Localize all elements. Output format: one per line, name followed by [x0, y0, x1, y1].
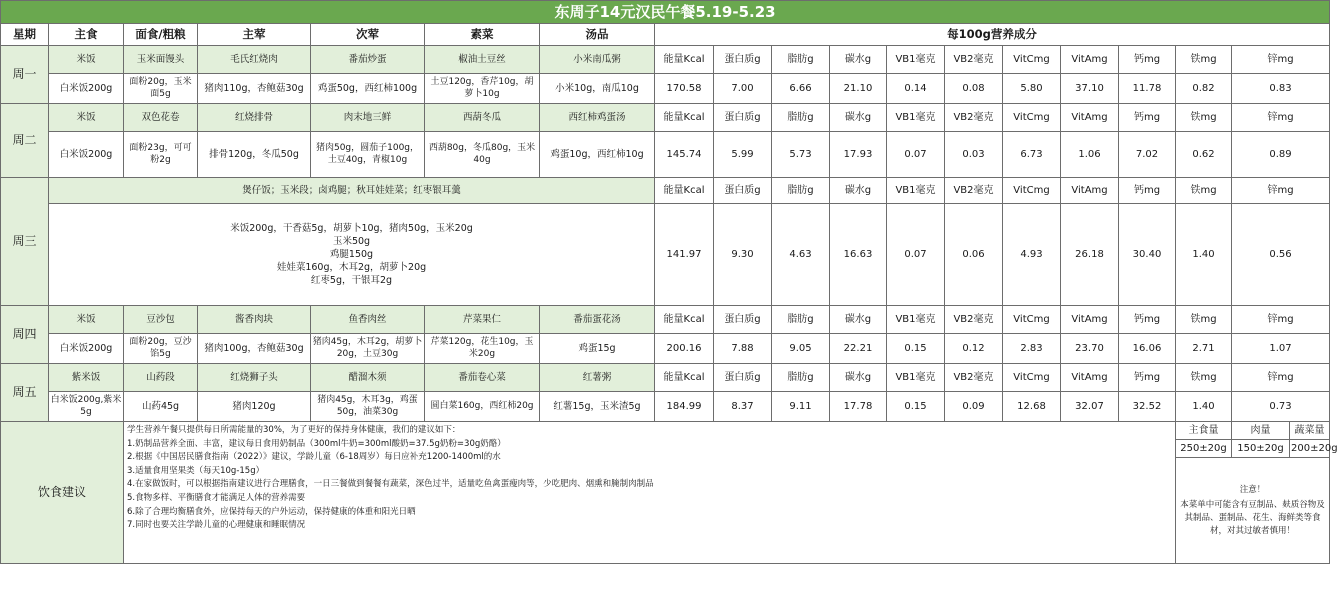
- ingredient-cell: 山药45g: [124, 392, 198, 422]
- portion-value: 250±20g: [1176, 440, 1232, 458]
- ingredient-cell: 白米饭200g: [49, 74, 124, 104]
- nutrient-label: 碳水g: [830, 178, 887, 204]
- nutrient-value: 9.05: [772, 334, 830, 364]
- ingredient-cell: 芹菜120g，花生10g，玉米20g: [425, 334, 540, 364]
- nutrient-value: 0.12: [945, 334, 1003, 364]
- nutrient-value: 23.70: [1061, 334, 1119, 364]
- dish-name: 椒油土豆丝: [425, 46, 540, 74]
- dish-name: 毛氏红烧肉: [198, 46, 311, 74]
- nutrient-value: 1.40: [1176, 204, 1232, 306]
- nutrient-label: VB2毫克: [945, 178, 1003, 204]
- dish-name: 番茄炒蛋: [311, 46, 425, 74]
- ingredient-cell: 西葫80g，冬瓜80g，玉米40g: [425, 132, 540, 178]
- nutrient-value: 0.89: [1232, 132, 1330, 178]
- nutrient-value: 0.83: [1232, 74, 1330, 104]
- header-staple: 主食: [49, 24, 124, 46]
- nutrient-value: 0.03: [945, 132, 1003, 178]
- nutrient-label: VitAmg: [1061, 104, 1119, 132]
- nutrient-value: 7.02: [1119, 132, 1176, 178]
- nutrient-label: VitAmg: [1061, 364, 1119, 392]
- nutrient-label: VB1毫克: [887, 104, 945, 132]
- portion-value: 200±20g: [1290, 440, 1330, 458]
- nutrient-label: 脂肪g: [772, 306, 830, 334]
- ingredient-cell: 白米饭200g,紫米5g: [49, 392, 124, 422]
- dish-name: 番茄卷心菜: [425, 364, 540, 392]
- day-label-fri: 周五: [1, 364, 49, 422]
- dish-name: 番茄蛋花汤: [540, 306, 655, 334]
- nutrient-value: 12.68: [1003, 392, 1061, 422]
- nutrient-label: 蛋白质g: [714, 104, 772, 132]
- nutrient-label: 脂肪g: [772, 178, 830, 204]
- day-label-tue: 周二: [1, 104, 49, 178]
- ingredient-cell: 猪肉45g，木耳3g，鸡蛋50g，油菜30g: [311, 392, 425, 422]
- nutrient-label: 脂肪g: [772, 104, 830, 132]
- ingredient-cell: 土豆120g，香芹10g，胡萝卜10g: [425, 74, 540, 104]
- header-second-dish: 次荤: [311, 24, 425, 46]
- advice-label: 饮食建议: [1, 422, 124, 564]
- nutrient-label: 锌mg: [1232, 104, 1330, 132]
- ingredient-cell: 面粉20g，豆沙馅5g: [124, 334, 198, 364]
- ingredient-line: 玉米50g: [332, 236, 371, 247]
- dish-name: 红烧排骨: [198, 104, 311, 132]
- nutrient-value: 0.15: [887, 334, 945, 364]
- nutrient-label: 碳水g: [830, 46, 887, 74]
- nutrient-label: 能量Kcal: [655, 104, 714, 132]
- nutrient-label: VitCmg: [1003, 46, 1061, 74]
- day-label-wed: 周三: [1, 178, 49, 306]
- nutrient-value: 16.63: [830, 204, 887, 306]
- nutrient-label: 锌mg: [1232, 46, 1330, 74]
- dish-name: 西红柿鸡蛋汤: [540, 104, 655, 132]
- ingredient-cell: 小米10g，南瓜10g: [540, 74, 655, 104]
- nutrient-label: VB2毫克: [945, 46, 1003, 74]
- nutrient-label: VB1毫克: [887, 178, 945, 204]
- nutrient-label: VitCmg: [1003, 178, 1061, 204]
- advice-line: 6.除了合理均衡膳食外，应保持每天的户外运动，保持健康的体重和阳光日晒: [127, 506, 416, 517]
- nutrient-value: 6.73: [1003, 132, 1061, 178]
- nutrient-value: 7.88: [714, 334, 772, 364]
- set-meal-title: 煲仔饭；玉米段；卤鸡腿；秋耳娃娃菜；红枣银耳羹: [49, 178, 655, 204]
- ingredient-cell: 鸡蛋50g，西红柿100g: [311, 74, 425, 104]
- header-pastry: 面食/粗粮: [124, 24, 198, 46]
- header-soup: 汤品: [540, 24, 655, 46]
- advice-line: 4.在家做饭时，可以根据指南建议进行合理膳食，一日三餐做到餐餐有蔬菜，深色过半，适量吃鱼禽蛋瘦肉等，少吃肥肉、烟熏和腌制肉制品: [127, 479, 654, 490]
- dish-name: 醋溜木须: [311, 364, 425, 392]
- ingredient-cell: 白米饭200g: [49, 334, 124, 364]
- nutrient-value: 0.56: [1232, 204, 1330, 306]
- nutrient-value: 26.18: [1061, 204, 1119, 306]
- nutrient-value: 1.07: [1232, 334, 1330, 364]
- advice-line: 7.同时也要关注学龄儿童的心理健康和睡眠情况: [127, 520, 306, 531]
- header-nutrition: 每100g营养成分: [655, 24, 1330, 46]
- nutrient-value: 22.21: [830, 334, 887, 364]
- nutrient-value: 30.40: [1119, 204, 1176, 306]
- portion-value: 150±20g: [1232, 440, 1290, 458]
- nutrient-label: VitCmg: [1003, 364, 1061, 392]
- nutrient-label: VB1毫克: [887, 46, 945, 74]
- nutrient-value: 0.15: [887, 392, 945, 422]
- nutrient-label: VitCmg: [1003, 104, 1061, 132]
- nutrient-label: 蛋白质g: [714, 364, 772, 392]
- ingredient-line: 红枣5g，干银耳2g: [310, 275, 393, 286]
- dish-name: 紫米饭: [49, 364, 124, 392]
- nutrient-label: 碳水g: [830, 306, 887, 334]
- nutrient-label: 钙mg: [1119, 364, 1176, 392]
- notice-title: 注意！: [1239, 484, 1266, 495]
- nutrient-value: 0.08: [945, 74, 1003, 104]
- day-label-thu: 周四: [1, 306, 49, 364]
- portion-label: 肉量: [1232, 422, 1290, 440]
- nutrient-value: 0.07: [887, 204, 945, 306]
- ingredient-cell: 猪肉45g，木耳2g，胡萝卜20g，土豆30g: [311, 334, 425, 364]
- nutrient-value: 0.07: [887, 132, 945, 178]
- nutrient-value: 9.30: [714, 204, 772, 306]
- nutrient-value: 2.71: [1176, 334, 1232, 364]
- nutrient-label: VitAmg: [1061, 178, 1119, 204]
- ingredient-cell: 猪肉110g，杏鲍菇30g: [198, 74, 311, 104]
- dish-name: 芹菜果仁: [425, 306, 540, 334]
- nutrient-label: VB2毫克: [945, 104, 1003, 132]
- ingredient-line: 鸡腿150g: [329, 249, 374, 260]
- nutrient-label: 钙mg: [1119, 104, 1176, 132]
- ingredient-line: 米饭200g，干香菇5g，胡萝卜10g，猪肉50g，玉米20g: [230, 223, 473, 234]
- menu-title: 东周子14元汉民午餐5.19-5.23: [1, 1, 1330, 24]
- nutrient-value: 141.97: [655, 204, 714, 306]
- nutrient-value: 32.07: [1061, 392, 1119, 422]
- dish-name: 米饭: [49, 104, 124, 132]
- dish-name: 双色花卷: [124, 104, 198, 132]
- nutrient-label: 脂肪g: [772, 46, 830, 74]
- nutrient-label: 能量Kcal: [655, 364, 714, 392]
- ingredient-cell: 猪肉50g，圆茄子100g，土豆40g，青椒10g: [311, 132, 425, 178]
- nutrient-value: 200.16: [655, 334, 714, 364]
- dish-name: 山药段: [124, 364, 198, 392]
- advice-text: [124, 422, 1176, 564]
- nutrient-label: VitAmg: [1061, 306, 1119, 334]
- nutrient-label: 能量Kcal: [655, 46, 714, 74]
- advice-line: 学生营养午餐只提供每日所需能量的30%，为了更好的保持身体健康，我们的建议如下：: [127, 425, 461, 435]
- header-veg-dish: 素菜: [425, 24, 540, 46]
- advice-line: 3.适量食用坚果类（每天10g-15g）: [127, 465, 265, 476]
- nutrient-label: 蛋白质g: [714, 178, 772, 204]
- nutrient-label: 碳水g: [830, 104, 887, 132]
- nutrient-label: 锌mg: [1232, 364, 1330, 392]
- nutrient-value: 0.09: [945, 392, 1003, 422]
- dish-name: 红薯粥: [540, 364, 655, 392]
- nutrient-value: 170.58: [655, 74, 714, 104]
- nutrient-label: 钙mg: [1119, 178, 1176, 204]
- dish-name: 酱香肉块: [198, 306, 311, 334]
- nutrient-label: VitAmg: [1061, 46, 1119, 74]
- dish-name: 豆沙包: [124, 306, 198, 334]
- dish-name: 肉末地三鲜: [311, 104, 425, 132]
- nutrient-value: 17.78: [830, 392, 887, 422]
- nutrient-label: VitCmg: [1003, 306, 1061, 334]
- dish-name: 米饭: [49, 46, 124, 74]
- nutrient-label: 能量Kcal: [655, 306, 714, 334]
- nutrient-label: VB2毫克: [945, 364, 1003, 392]
- nutrient-label: VB1毫克: [887, 306, 945, 334]
- nutrient-label: 能量Kcal: [655, 178, 714, 204]
- ingredient-cell: 鸡蛋10g，西红柿10g: [540, 132, 655, 178]
- nutrient-label: 铁mg: [1176, 46, 1232, 74]
- ingredient-cell: 猪肉100g，杏鲍菇30g: [198, 334, 311, 364]
- nutrient-label: 碳水g: [830, 364, 887, 392]
- ingredient-cell: 红薯15g，玉米渣5g: [540, 392, 655, 422]
- nutrient-value: 0.82: [1176, 74, 1232, 104]
- nutrient-value: 145.74: [655, 132, 714, 178]
- nutrient-value: 11.78: [1119, 74, 1176, 104]
- portion-label: 蔬菜量: [1290, 422, 1330, 440]
- nutrient-value: 9.11: [772, 392, 830, 422]
- dish-name: 小米南瓜粥: [540, 46, 655, 74]
- ingredient-cell: 白米饭200g: [49, 132, 124, 178]
- nutrient-value: 5.80: [1003, 74, 1061, 104]
- set-meal-ingredients: [49, 204, 655, 306]
- nutrient-label: 铁mg: [1176, 306, 1232, 334]
- nutrient-value: 0.06: [945, 204, 1003, 306]
- nutrient-value: 6.66: [772, 74, 830, 104]
- nutrient-value: 21.10: [830, 74, 887, 104]
- nutrient-value: 5.99: [714, 132, 772, 178]
- nutrient-value: 32.52: [1119, 392, 1176, 422]
- dish-name: 米饭: [49, 306, 124, 334]
- nutrient-value: 37.10: [1061, 74, 1119, 104]
- header-week: 星期: [1, 24, 49, 46]
- nutrient-value: 0.73: [1232, 392, 1330, 422]
- nutrient-value: 184.99: [655, 392, 714, 422]
- nutrient-label: 铁mg: [1176, 364, 1232, 392]
- nutrient-value: 1.06: [1061, 132, 1119, 178]
- nutrient-value: 8.37: [714, 392, 772, 422]
- nutrient-label: 铁mg: [1176, 104, 1232, 132]
- dish-name: 西葫冬瓜: [425, 104, 540, 132]
- nutrient-label: 铁mg: [1176, 178, 1232, 204]
- nutrient-value: 17.93: [830, 132, 887, 178]
- ingredient-cell: 面粉23g，可可粉2g: [124, 132, 198, 178]
- dish-name: 玉米面馒头: [124, 46, 198, 74]
- nutrient-value: 5.73: [772, 132, 830, 178]
- nutrient-label: 锌mg: [1232, 178, 1330, 204]
- notice-text: 本菜单中可能含有豆制品、麸质谷物及其制品、蛋制品、花生、海鲜类等食材，对其过敏者慎用！: [1180, 499, 1325, 536]
- advice-line: 2.根据《中国居民膳食指南（2022）》建议，学龄儿童（6-18周岁）每日应补充1200-1400ml的水: [127, 452, 501, 463]
- nutrient-value: 0.14: [887, 74, 945, 104]
- advice-line: 5.食物多样、平衡膳食才能满足人体的营养需要: [127, 492, 306, 503]
- nutrient-label: 钙mg: [1119, 306, 1176, 334]
- ingredient-cell: 鸡蛋15g: [540, 334, 655, 364]
- nutrient-label: VB2毫克: [945, 306, 1003, 334]
- ingredient-cell: 面粉20g，玉米面5g: [124, 74, 198, 104]
- advice-line: 1.奶制品营养全面、丰富，建议每日食用奶制品（300ml牛奶=300ml酸奶=37.5g奶粉=30g奶酪）: [127, 438, 506, 449]
- nutrient-value: 16.06: [1119, 334, 1176, 364]
- nutrient-value: 7.00: [714, 74, 772, 104]
- header-main-dish: 主荤: [198, 24, 311, 46]
- nutrient-label: 蛋白质g: [714, 306, 772, 334]
- ingredient-cell: 排骨120g，冬瓜50g: [198, 132, 311, 178]
- day-label-mon: 周一: [1, 46, 49, 104]
- portion-label: 主食量: [1176, 422, 1232, 440]
- nutrient-value: 4.63: [772, 204, 830, 306]
- nutrient-label: VB1毫克: [887, 364, 945, 392]
- dish-name: 红烧狮子头: [198, 364, 311, 392]
- ingredient-cell: 猪肉120g: [198, 392, 311, 422]
- nutrient-value: 2.83: [1003, 334, 1061, 364]
- ingredient-cell: 圆白菜160g，西红柿20g: [425, 392, 540, 422]
- ingredient-line: 娃娃菜160g，木耳2g，胡萝卜20g: [276, 262, 427, 273]
- nutrient-value: 4.93: [1003, 204, 1061, 306]
- nutrient-value: 0.62: [1176, 132, 1232, 178]
- nutrient-value: 1.40: [1176, 392, 1232, 422]
- allergy-notice: [1176, 458, 1330, 564]
- nutrient-label: 锌mg: [1232, 306, 1330, 334]
- dish-name: 鱼香肉丝: [311, 306, 425, 334]
- nutrient-label: 脂肪g: [772, 364, 830, 392]
- nutrient-label: 钙mg: [1119, 46, 1176, 74]
- nutrient-label: 蛋白质g: [714, 46, 772, 74]
